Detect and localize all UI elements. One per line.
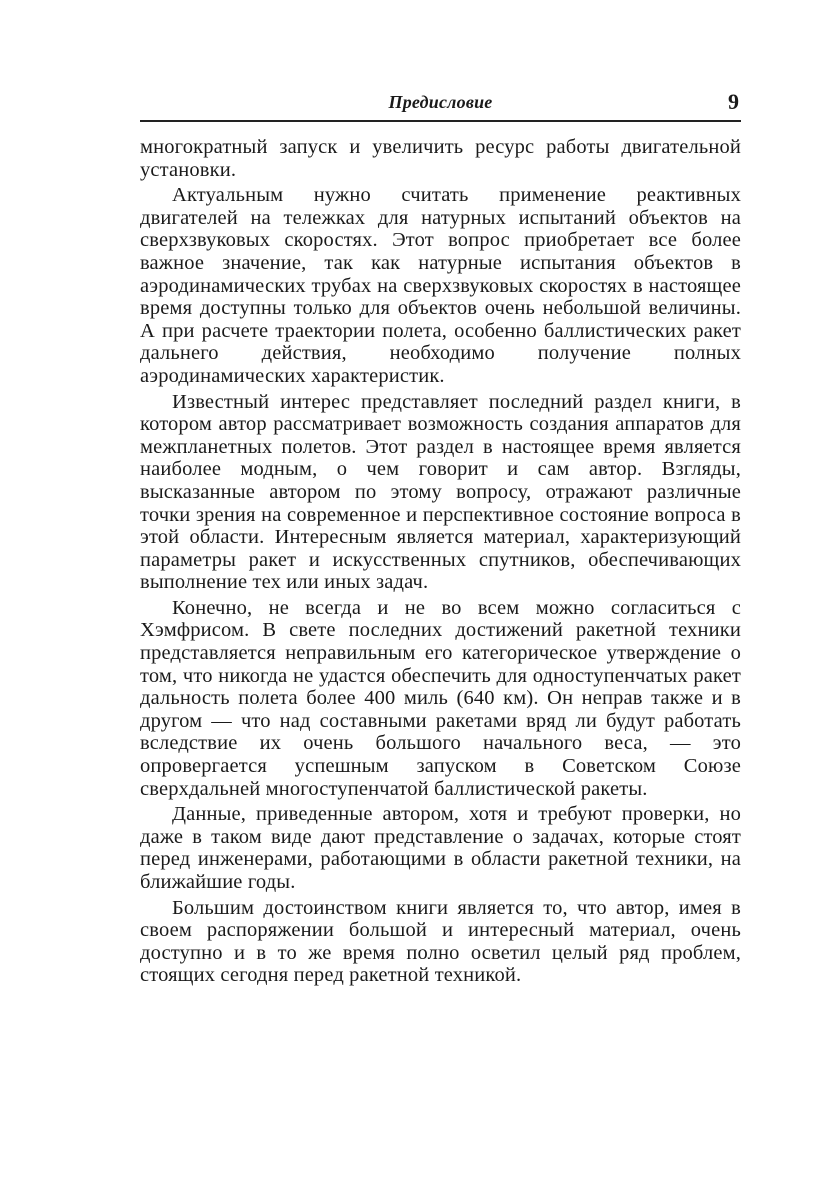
paragraph: Актуальным нужно считать применение реактивных двигателей на тележках для натурных испытаний объектов на сверхзвуковых скоростях. Этот вопрос приобретает все более важное значение, так как натурные испытания объектов в аэродинамических трубах на сверхзвуковых скоростях в настоящее время доступны только для объектов очень небольшой величины. А при расчете траектории полета, особенно баллистических ракет дальнего действия, необходимо получение полных аэродинамических характеристик. [140, 184, 741, 387]
section-title: Предисловие [388, 92, 493, 112]
paragraph: Известный интерес представляет последний раздел книги, в котором автор рассматривает возможность создания аппаратов для межпланетных полетов. Этот раздел в настоящее время является наиболее модным, о чем говорит и сам автор. Взгляды, высказанные автором по этому вопросу, отражают различные точки зрения на современное и перспективное состояние вопроса в этой области. Интересным является материал, характеризующий параметры ракет и искусственных спутников, обеспечивающих выполнение тех или иных задач. [140, 390, 741, 594]
body-text [140, 136, 741, 987]
paragraph: Конечно, не всегда и не во всем можно согласиться с Хэмфрисом. В свете последних достижений ракетной техники представляется неправильным его категорическое утверждение о том, что никогда не удастся обеспечить для одноступенчатых ракет дальность полета более 400 миль (640 км). Он неправ также и в другом — что над составными ракетами вряд ли будут работать вследствие их очень большого начального веса, — это опровергается успешным запуском в Советском Союзе сверхдальней многоступенчатой баллистической ракеты. [140, 596, 741, 800]
header-rule [140, 120, 741, 122]
paragraph: Большим достоинством книги является то, что автор, имея в своем распоряжении большой и интересный материал, очень доступно и в то же время полно осветил целый ряд проблем, стоящих сегодня перед ракетной техникой. [140, 896, 741, 987]
running-header [140, 88, 741, 118]
page-number: 9 [728, 89, 739, 114]
paragraph: многократный запуск и увеличить ресурс работы двигательной установки. [140, 136, 741, 181]
book-page [140, 88, 741, 987]
paragraph: Данные, приведенные автором, хотя и требуют проверки, но даже в таком виде дают представление о задачах, которые стоят перед инженерами, работающими в области ракетной техники, на ближайшие годы. [140, 803, 741, 893]
